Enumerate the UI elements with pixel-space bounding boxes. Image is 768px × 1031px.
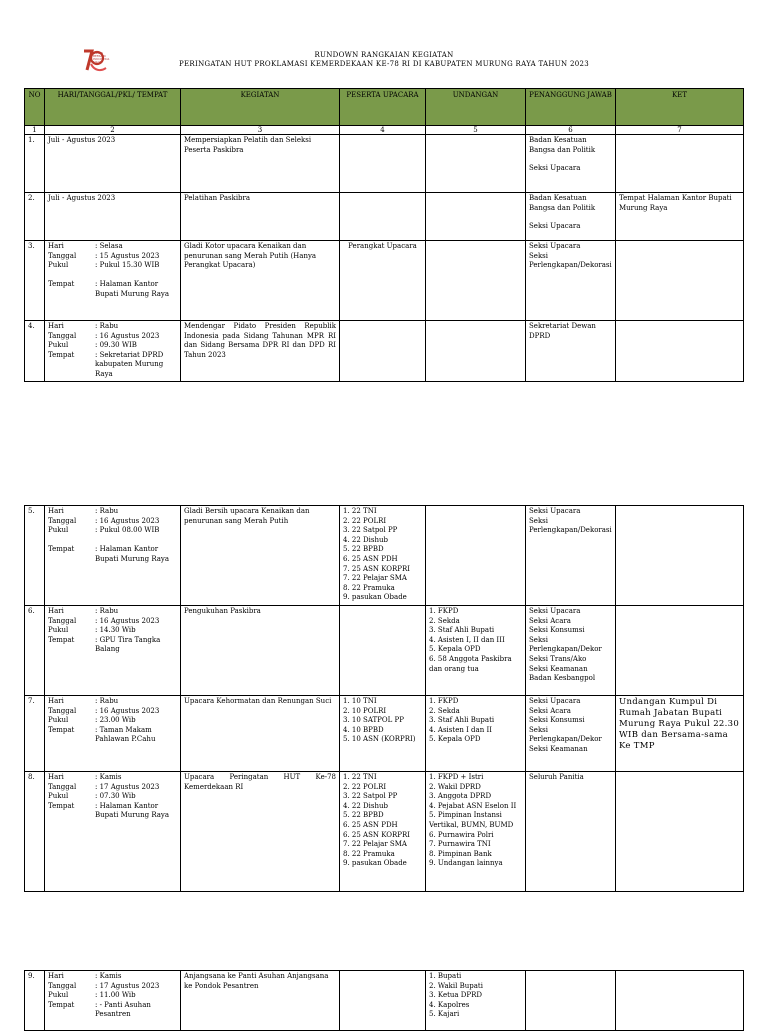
when-value: : 16 Agustus 2023 (95, 616, 160, 625)
row-kegiatan: Upacara Peringatan HUT Ke-78 Kemerdekaan RI (181, 772, 340, 892)
peserta-item: 2. 10 POLRI (343, 706, 387, 715)
row-number: 1. (25, 135, 45, 193)
column-number: 4 (340, 126, 426, 135)
undangan-item: 2. Wakil Bupati (429, 981, 483, 990)
pj-gap (529, 213, 612, 222)
undangan-item: 5. Kajari (429, 1010, 460, 1019)
when-value: : Rabu (95, 507, 119, 515)
when-key: Tanggal (48, 616, 77, 625)
when-value: : 17 Agustus 2023 (95, 782, 160, 791)
table-header-row (25, 89, 744, 126)
undangan-item: 3. Ketua DPRD (429, 991, 483, 1000)
undangan-item: 9. Undangan lainnya (429, 859, 503, 868)
when-value: : 14.30 Wib (95, 626, 136, 635)
when-value: : Rabu (95, 322, 119, 330)
undangan-item: 1. FKPD (429, 697, 459, 705)
when-list (48, 507, 177, 565)
when-key (48, 271, 93, 281)
when-value: : 16 Agustus 2023 (95, 516, 160, 525)
row-when (45, 321, 181, 382)
row-when: Juli - Agustus 2023 (45, 193, 181, 241)
when-key: Pukul (48, 261, 69, 270)
when-value: : Sekretariat DPRD kabupaten Murung Raya (95, 350, 164, 378)
when-key: Hari (48, 322, 64, 330)
when-value: : - Panti Asuhan Pesantren (95, 1000, 151, 1019)
peserta-item: 3. 10 SATPOL PP (343, 716, 404, 725)
when-key: Hari (48, 773, 64, 781)
pj-line: Seksi Konsumsi (529, 626, 585, 635)
row-undangan (426, 606, 526, 696)
row-undangan (426, 321, 526, 382)
row-pj (526, 606, 616, 696)
row-kegiatan: Anjangsana ke Panti Asuhan Anjangsana ke Pondok Pesantren (181, 971, 340, 1031)
row-when: Juli - Agustus 2023 (45, 135, 181, 193)
row-peserta: Perangkat Upacara (340, 241, 426, 321)
when-key: Pukul (48, 991, 69, 1000)
row-ket: Tempat Halaman Kantor Bupati Murung Raya (616, 193, 744, 241)
undangan-item: 3. Staf Ahli Bupati (429, 716, 495, 725)
peserta-item: 4. 10 BPBD (343, 725, 384, 734)
pj-line: Badan Kesatuan Bangsa dan Politik (529, 194, 596, 212)
undangan-item: 5. Kepala OPD (429, 735, 481, 744)
table-row (25, 193, 744, 241)
pj-line: Badan Kesatuan Bangsa dan Politik (529, 136, 596, 154)
row-undangan (426, 506, 526, 606)
peserta-item: 2. 22 POLRI (343, 782, 387, 791)
when-value: : 11.00 Wib (95, 991, 136, 1000)
row-when (45, 971, 181, 1031)
peserta-item: 4. 22 Dishub (343, 801, 388, 810)
row-when (45, 241, 181, 321)
row-peserta (340, 696, 426, 772)
when-value: : Halaman Kantor Bupati Murung Raya (95, 545, 170, 563)
when-list (48, 242, 177, 300)
column-number: 3 (181, 126, 340, 135)
row-when (45, 606, 181, 696)
row-pj (526, 506, 616, 606)
undangan-item: 6. 58 Anggota Paskibra dan orang tua (429, 654, 512, 673)
row-kegiatan: Upacara Kehormatan dan Renungan Suci (181, 696, 340, 772)
row-pj (526, 696, 616, 772)
pj-line: Seksi Upacara (529, 507, 581, 515)
peserta-item: 8. 22 Pramuka (343, 583, 395, 592)
col-header-pj: PENANGGUNG JAWAB (526, 89, 616, 126)
when-key: Tempat (48, 280, 75, 289)
when-key: Hari (48, 607, 64, 615)
peserta-item: 6. 25 ASN KORPRI (343, 830, 411, 839)
undangan-item: 4. Kapolres (429, 1000, 470, 1009)
column-number: 2 (45, 126, 181, 135)
row-ket (616, 241, 744, 321)
row-number: 9. (25, 971, 45, 1031)
when-key: Tempat (48, 350, 75, 359)
table-row (25, 606, 744, 696)
table-row (25, 506, 744, 606)
when-key (48, 536, 93, 546)
row-ket (616, 321, 744, 382)
pj-line: Seksi Keamanan (529, 664, 588, 673)
when-key: Hari (48, 507, 64, 515)
when-value: : Rabu (95, 697, 119, 705)
when-value: : Taman Makam Pahlawan P.Cahu (95, 725, 156, 744)
row-peserta (340, 135, 426, 193)
when-key: Pukul (48, 341, 69, 350)
when-value: : Halaman Kantor Bupati Murung Raya (95, 280, 170, 298)
rundown-table-part-2 (24, 505, 744, 892)
row-number: 3. (25, 241, 45, 321)
row-pj (526, 135, 616, 193)
undangan-item: 2. Sekda (429, 706, 460, 715)
pj-line: Seksi Trans/Ako (529, 654, 587, 663)
peserta-item: 7. 22 Pelajar SMA (343, 574, 407, 583)
when-value: : 15 Agustus 2023 (95, 251, 160, 260)
row-number: 4. (25, 321, 45, 382)
row-kegiatan: Mempersiapkan Pelatih dan Seleksi Peserta Paskibra (181, 135, 340, 193)
table-row (25, 135, 744, 193)
pj-line: Seksi Upacara (529, 164, 581, 173)
when-key: Tanggal (48, 782, 77, 791)
when-key: Tanggal (48, 981, 77, 990)
undangan-item: 3. Anggota DPRD (429, 792, 492, 801)
row-peserta (340, 772, 426, 892)
row-number: 6. (25, 606, 45, 696)
table-row (25, 971, 744, 1031)
undangan-item: 5. Pimpinan Instansi Vertikal, BUMN, BUMD (429, 811, 514, 829)
logo-caption: TAHUN BERSATU INDONESIA MAJU (93, 52, 110, 64)
undangan-item: 4. Asisten I, II dan III (429, 635, 505, 644)
col-header-peserta: PESERTA UPACARA (340, 89, 426, 126)
when-key: Tanggal (48, 251, 77, 260)
undangan-item: 5. Kepala OPD (429, 645, 481, 654)
row-peserta (340, 506, 426, 606)
col-header-undangan: UNDANGAN (426, 89, 526, 126)
when-list (48, 773, 177, 821)
when-key: Hari (48, 242, 64, 250)
rundown-table-part-3 (24, 970, 744, 1031)
pj-line: Seksi Acara (529, 616, 571, 625)
peserta-item: 1. 22 TNI (343, 507, 377, 515)
when-value: : Selasa (95, 242, 123, 250)
row-kegiatan: Gladi Bersih upacara Kenaikan dan penurunan sang Merah Putih (181, 506, 340, 606)
peserta-item: 3. 22 Satpol PP (343, 792, 398, 801)
when-value: : Kamis (95, 773, 122, 781)
pj-line: Seksi Perlengkapan/Dekor (529, 725, 602, 744)
document-subtitle: PERINGATAN HUT PROKLAMASI KEMERDEKAAN KE-78 RI DI KABUPATEN MURUNG RAYA TAHUN 2023 (179, 60, 589, 68)
peserta-item: 1. 10 TNI (343, 697, 377, 705)
peserta-item: 7. 22 Pelajar SMA (343, 840, 407, 849)
column-number: 1 (25, 126, 45, 135)
row-when (45, 506, 181, 606)
when-key: Tanggal (48, 331, 77, 340)
pj-line: Seksi Perlengkapan/Dekorasi (529, 251, 612, 270)
row-when (45, 772, 181, 892)
row-undangan (426, 193, 526, 241)
when-value (93, 536, 177, 546)
when-list (48, 322, 177, 380)
undangan-item: 1. Bupati (429, 972, 462, 980)
table-row (25, 772, 744, 892)
row-when (45, 696, 181, 772)
row-pj (526, 241, 616, 321)
when-value: : Pukul 15.30 WIB (95, 261, 160, 270)
row-kegiatan: Pengukuhan Paskibra (181, 606, 340, 696)
when-key: Tempat (48, 545, 75, 554)
undangan-item: 3. Staf Ahli Bupati (429, 626, 495, 635)
undangan-item: 2. Sekda (429, 616, 460, 625)
document-title: RUNDOWN RANGKAIAN KEGIATAN (314, 51, 454, 59)
table-row (25, 321, 744, 382)
when-value: : 09.30 WIB (95, 341, 137, 350)
when-value: : 23.00 Wib (95, 716, 136, 725)
column-number: 6 (526, 126, 616, 135)
undangan-item: 6. Purnawira Polri (429, 830, 494, 839)
when-key: Hari (48, 972, 64, 980)
row-peserta (340, 971, 426, 1031)
undangan-item: 2. Wakil DPRD (429, 782, 481, 791)
row-ket (616, 135, 744, 193)
when-value: : 16 Agustus 2023 (95, 706, 160, 715)
pj-line: Badan Kesbangpol (529, 674, 596, 683)
peserta-item: 5. 22 BPBD (343, 811, 384, 820)
peserta-item: 6. 25 ASN PDH (343, 554, 398, 563)
rundown-table-part-1 (24, 88, 744, 382)
column-number: 5 (426, 126, 526, 135)
row-pj (526, 193, 616, 241)
when-value: : GPU Tira Tangka Balang (95, 635, 161, 654)
row-number: 2. (25, 193, 45, 241)
undangan-item: 1. FKPD (429, 607, 459, 615)
row-pj: Seluruh Panitia (526, 772, 616, 892)
pj-line: Seksi Acara (529, 706, 571, 715)
row-undangan (426, 241, 526, 321)
row-number: 7. (25, 696, 45, 772)
undangan-item: 8. Pimpinan Bank (429, 849, 492, 858)
row-undangan (426, 772, 526, 892)
row-number: 5. (25, 506, 45, 606)
when-list (48, 697, 177, 745)
when-key: Tempat (48, 635, 75, 644)
table-row (25, 241, 744, 321)
peserta-item: 9. pasukan Obade (343, 859, 407, 868)
row-ket (616, 971, 744, 1031)
undangan-item: 4. Asisten I dan II (429, 725, 492, 734)
col-header-no: NO (25, 89, 45, 126)
row-undangan (426, 135, 526, 193)
peserta-item: 6. 25 ASN PDH (343, 820, 398, 829)
when-key: Pukul (48, 526, 69, 535)
row-pj (526, 971, 616, 1031)
when-value: : Halaman Kantor Bupati Murung Raya (95, 801, 170, 820)
peserta-item: 3. 22 Satpol PP (343, 526, 398, 535)
peserta-item: 7. 25 ASN KORPRI (343, 564, 411, 573)
peserta-item: 4. 22 Dishub (343, 535, 388, 544)
pj-line: Seksi Konsumsi (529, 716, 585, 725)
row-ket (616, 506, 744, 606)
pj-line: Seksi Perlengkapan/Dekorasi (529, 516, 612, 535)
row-undangan (426, 971, 526, 1031)
column-number: 7 (616, 126, 744, 135)
row-peserta (340, 606, 426, 696)
col-header-when: HARI/TANGGAL/PKL/ TEMPAT (45, 89, 181, 126)
when-value: : Pukul 08.00 WIB (95, 526, 160, 535)
pj-line: Seksi Perlengkapan/Dekor (529, 635, 602, 654)
pj-line: Seksi Upacara (529, 222, 581, 231)
when-key: Tempat (48, 725, 75, 734)
when-value: : Kamis (95, 972, 122, 980)
when-value: : Rabu (95, 607, 119, 615)
when-key: Tanggal (48, 516, 77, 525)
undangan-item: 7. Purnawira TNI (429, 840, 491, 849)
row-number: 8. (25, 772, 45, 892)
when-list (48, 972, 177, 1020)
peserta-item: 5. 10 ASN (KORPRI) (343, 735, 416, 744)
pj-line: Seksi Keamanan (529, 744, 588, 753)
col-header-kegiatan: KEGIATAN (181, 89, 340, 126)
when-value (93, 271, 177, 281)
row-ket (616, 606, 744, 696)
when-key: Tempat (48, 1000, 75, 1009)
undangan-item: 4. Pejabat ASN Eselon II (429, 801, 517, 810)
undangan-item: 1. FKPD + Istri (429, 773, 484, 781)
when-list (48, 607, 177, 655)
row-kegiatan: Gladi Kotor upacara Kenaikan dan penurunan sang Merah Putih (Hanya Perangkat Upacara) (181, 241, 340, 321)
row-ket (616, 772, 744, 892)
row-peserta (340, 193, 426, 241)
when-key: Pukul (48, 716, 69, 725)
row-pj: Sekretariat Dewan DPRD (526, 321, 616, 382)
when-key: Tempat (48, 801, 75, 810)
peserta-item: 2. 22 POLRI (343, 516, 387, 525)
when-key: Hari (48, 697, 64, 705)
peserta-item: 8. 22 Pramuka (343, 849, 395, 858)
row-kegiatan: Pelatihan Paskibra (181, 193, 340, 241)
peserta-item: 9. pasukan Obade (343, 593, 407, 602)
when-value: : 16 Agustus 2023 (95, 331, 160, 340)
peserta-item: 5. 22 BPBD (343, 545, 384, 554)
row-kegiatan: Mendengar Pidato Presiden Republik Indonesia pada Sidang Tahunan MPR RI dan Sidang Bersama DPR RI dan DPD RI Tahun 2023 (181, 321, 340, 382)
row-undangan (426, 696, 526, 772)
when-key: Pukul (48, 626, 69, 635)
pj-line: Seksi Upacara (529, 242, 581, 250)
peserta-item: 1. 22 TNI (343, 773, 377, 781)
table-row (25, 696, 744, 772)
row-ket: Undangan Kumpul Di Rumah Jabatan Bupati Murung Raya Pukul 22.30 WIB dan Bersama-sama Ke TMP (616, 696, 744, 772)
col-header-ket: KET (616, 89, 744, 126)
when-key: Pukul (48, 792, 69, 801)
when-key: Tanggal (48, 706, 77, 715)
when-value: : 07.30 Wib (95, 792, 136, 801)
column-number-row (25, 126, 744, 135)
pj-line: Seksi Upacara (529, 697, 581, 705)
pj-line: Seksi Upacara (529, 607, 581, 615)
pj-gap (529, 155, 612, 164)
when-value: : 17 Agustus 2023 (95, 981, 160, 990)
row-peserta (340, 321, 426, 382)
